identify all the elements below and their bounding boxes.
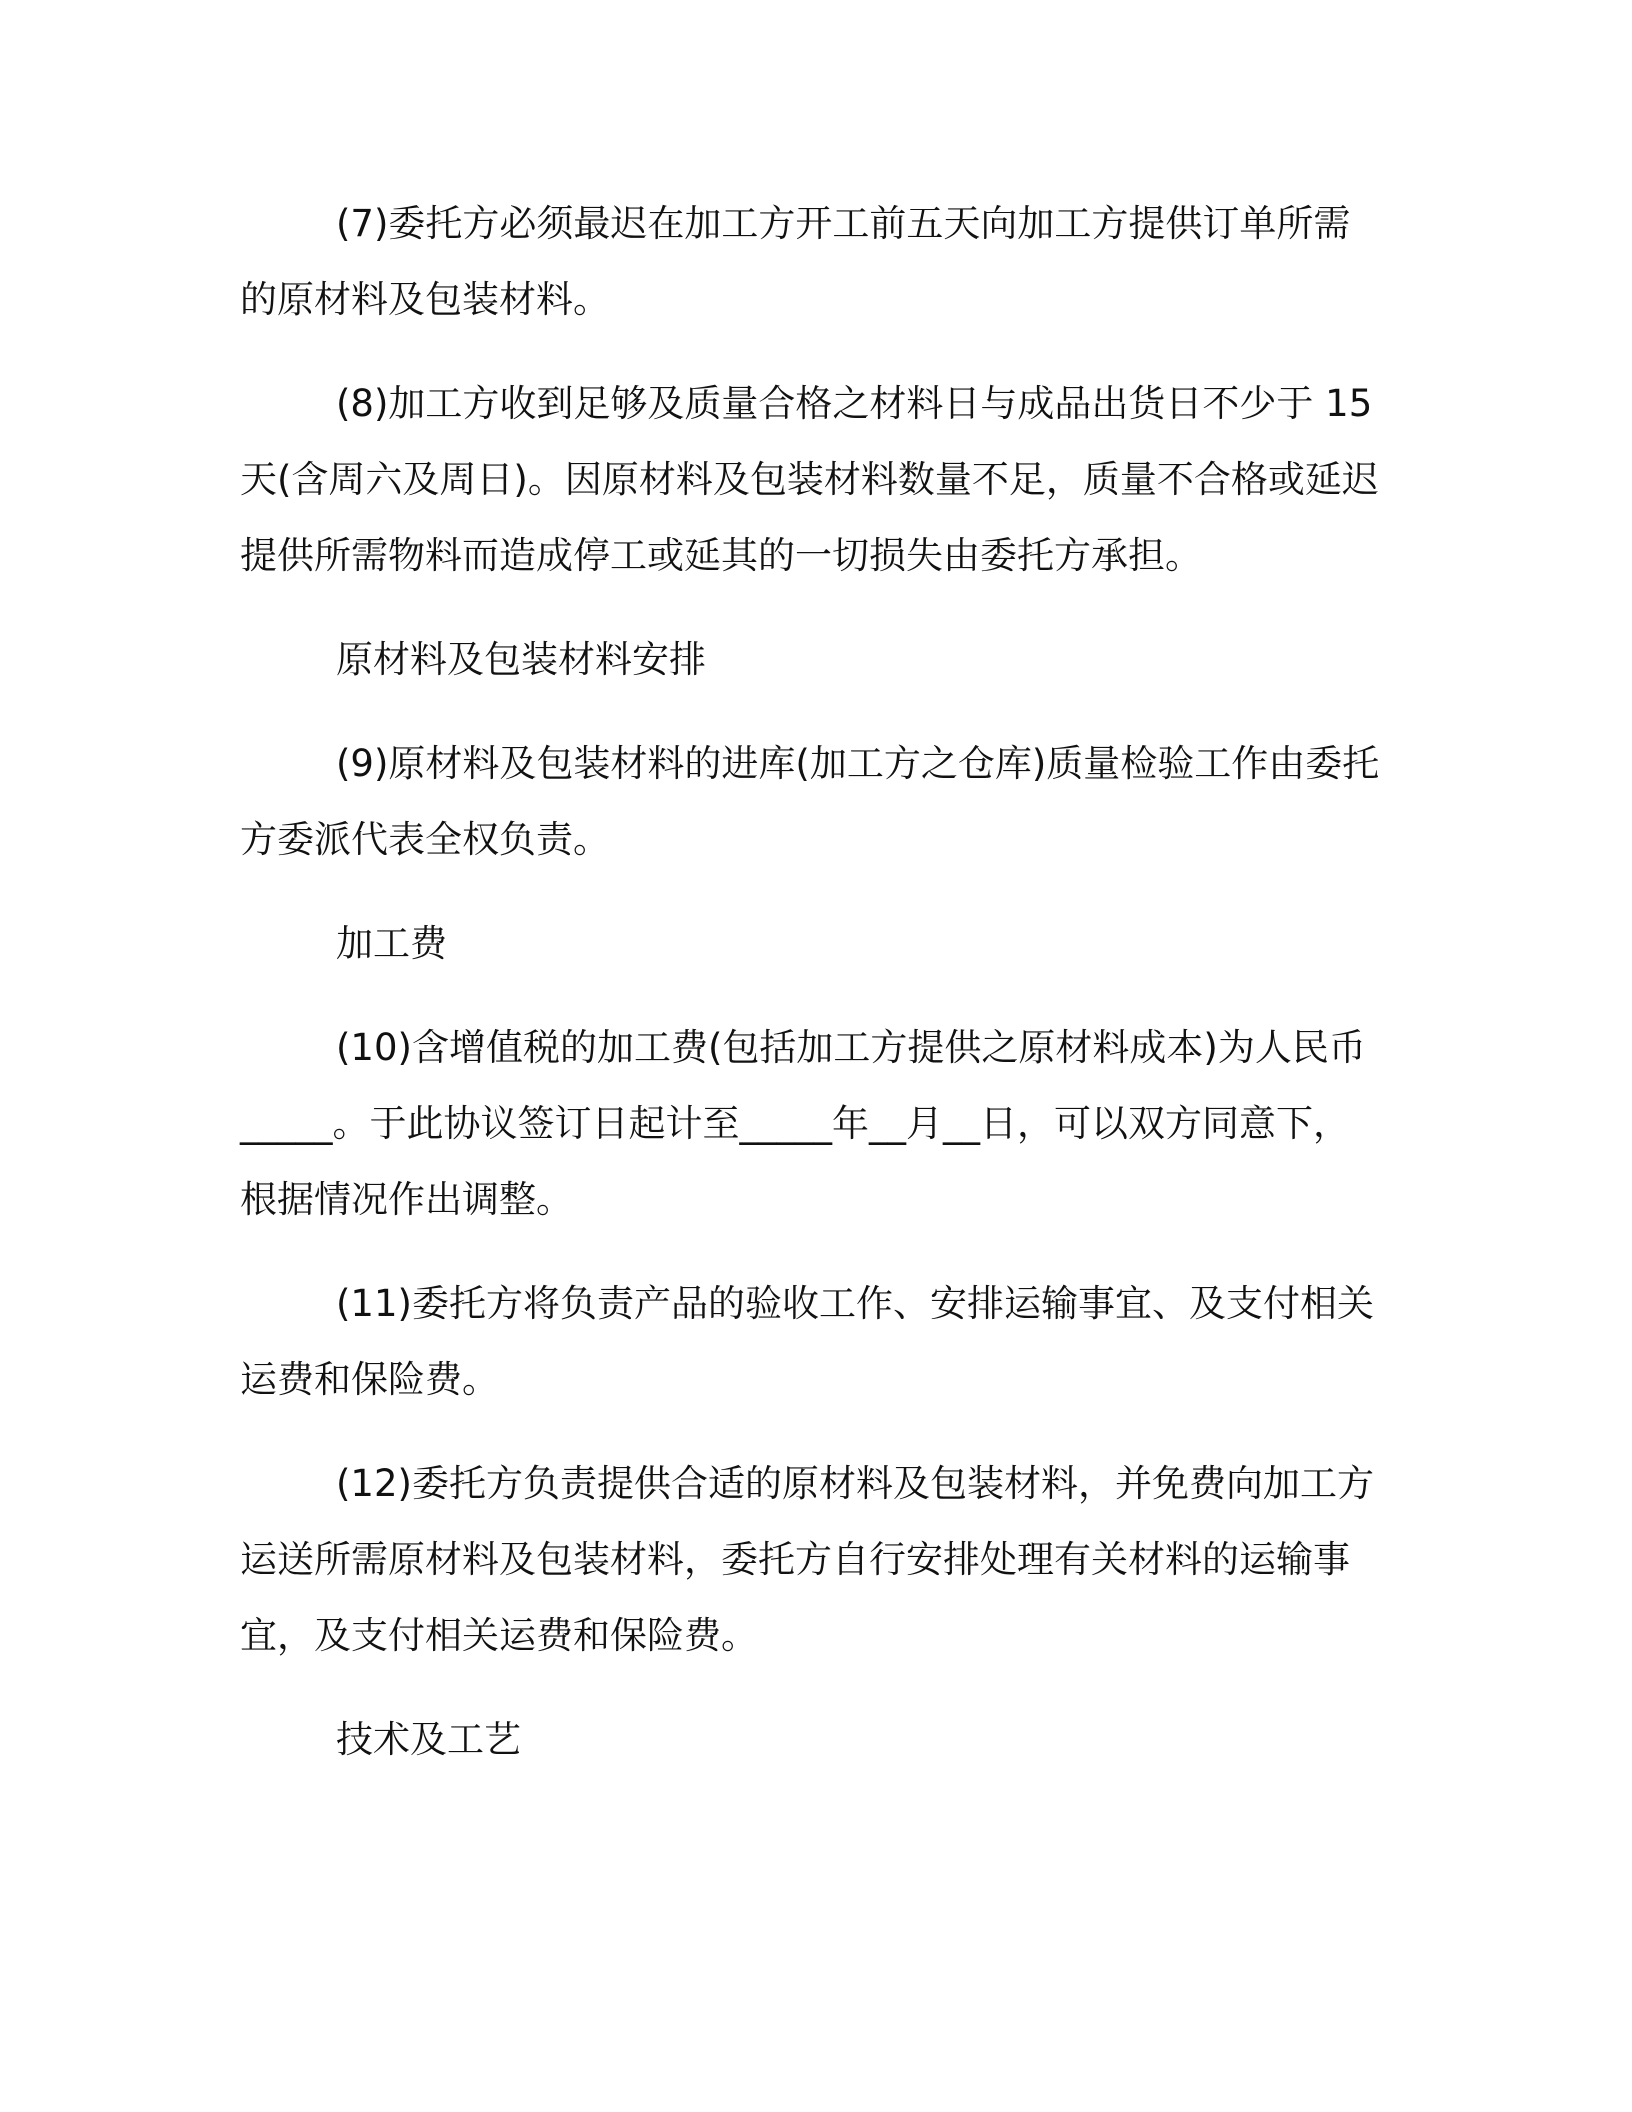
- document-body: [240, 186, 1385, 1806]
- clause-11: (11)委托方将负责产品的验收工作、安排运输事宜、及支付相关运费和保险费。: [240, 1282, 1374, 1401]
- clause-10: (10)含增值税的加工费(包括加工方提供之原材料成本)为人民币_____。于此协议签订日起计至_____年__月__日，可以双方同意下，根据情况作出调整。: [240, 1026, 1366, 1221]
- section-heading-technology: 技术及工艺: [336, 1718, 521, 1761]
- clause-9: (9)原材料及包装材料的进库(加工方之仓库)质量检验工作由委托方委派代表全权负责。: [240, 742, 1380, 861]
- clause-12: (12)委托方负责提供合适的原材料及包装材料，并免费向加工方运送所需原材料及包装材料，委托方自行安排处理有关材料的运输事宜，及支付相关运费和保险费。: [240, 1462, 1374, 1657]
- section-heading-processing-fee: 加工费: [336, 922, 447, 965]
- clause-7: (7)委托方必须最迟在加工方开工前五天向加工方提供订单所需的原材料及包装材料。: [240, 202, 1351, 321]
- section-heading-materials: 原材料及包装材料安排: [336, 638, 706, 681]
- clause-8: (8)加工方收到足够及质量合格之材料日与成品出货日不少于 15 天(含周六及周日)。因原材料及包装材料数量不足，质量不合格或延迟提供所需物料而造成停工或延其的一切损失由委托方承担。: [240, 382, 1385, 577]
